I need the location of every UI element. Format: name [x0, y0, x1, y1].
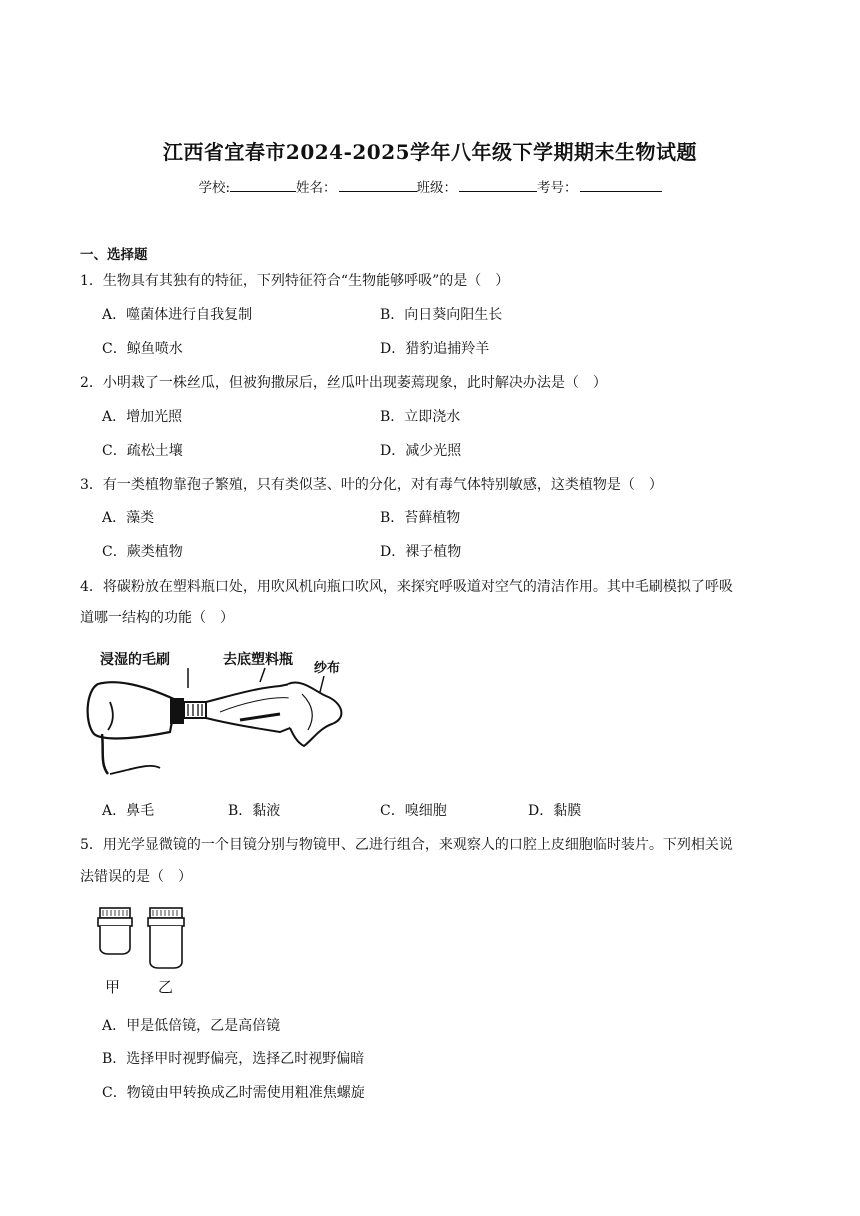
question-2-option-a: A．增加光照	[102, 409, 183, 425]
class-blank	[459, 178, 537, 192]
section-title: 一、选择题	[80, 247, 148, 263]
question-1-option-c: C．鲸鱼喷水	[102, 341, 183, 357]
question-5-stem-line-2: 法错误的是（ ）	[80, 869, 192, 885]
name-label: 姓名：	[296, 180, 337, 196]
objective-lens-yi-icon	[148, 908, 184, 968]
question-4-option-d: D．黏膜	[528, 803, 582, 819]
hair-dryer-icon	[88, 682, 184, 774]
question-1-option-a: A．噬菌体进行自我复制	[102, 307, 253, 323]
gauze-icon	[288, 683, 341, 746]
question-4-stem-line-2: 道哪一结构的功能（ ）	[80, 610, 234, 626]
lens-label-yi: 乙	[158, 978, 174, 996]
school-blank	[230, 178, 296, 192]
figure-label-gauze: 纱布	[314, 661, 341, 676]
question-5-option-c: C．物镜由甲转换成乙时需使用粗准焦螺旋	[102, 1085, 365, 1101]
objective-lens-jia-icon	[98, 908, 132, 954]
question-1-option-b: B．向日葵向阳生长	[380, 307, 503, 323]
figure-label-bottle: 去底塑料瓶	[223, 652, 293, 668]
question-2-option-d: D．减少光照	[380, 443, 462, 459]
page-title: 江西省宜春市2024-2025学年八年级下学期期末生物试题	[162, 140, 698, 164]
leader-line-bottle	[260, 668, 265, 682]
name-blank	[339, 178, 417, 192]
question-4-option-a: A．鼻毛	[102, 803, 155, 819]
hair-dryer-experiment-figure	[80, 642, 370, 782]
question-1-option-d: D．猎豹追捕羚羊	[380, 341, 490, 357]
question-3-option-a: A．藻类	[102, 510, 155, 526]
lens-label-jia: 甲	[105, 978, 121, 996]
plastic-bottle-icon	[184, 684, 298, 732]
question-3-option-d: D．裸子植物	[380, 544, 462, 560]
question-4-option-c: C．嗅细胞	[380, 803, 447, 819]
question-2-stem: 2．小明栽了一株丝瓜，但被狗撒尿后，丝瓜叶出现萎蔫现象，此时解决办法是（ ）	[80, 375, 607, 391]
question-5-option-a: A．甲是低倍镜，乙是高倍镜	[102, 1018, 281, 1034]
question-5-stem-line-1: 5．用光学显微镜的一个目镜分别与物镜甲、乙进行组合，来观察人的口腔上皮细胞临时装片。下列相关说	[80, 837, 733, 853]
exam-no-label: 考号：	[537, 180, 578, 196]
question-2-option-b: B．立即浇水	[380, 409, 461, 425]
student-info-line	[0, 176, 860, 196]
question-2-option-c: C．疏松土壤	[102, 443, 183, 459]
school-label: 学校:	[198, 180, 231, 196]
question-3-option-c: C．蕨类植物	[102, 544, 183, 560]
class-label: 班级：	[416, 180, 458, 196]
exam-no-blank	[580, 178, 662, 192]
question-3-option-b: B．苔藓植物	[380, 510, 461, 526]
figure-label-wet-brush: 浸湿的毛刷	[100, 652, 170, 668]
question-1-stem: 1．生物具有其独有的特征，下列特征符合“生物能够呼吸”的是（ ）	[80, 273, 510, 289]
objective-lens-figure	[92, 904, 202, 1000]
leader-line-gauze	[320, 676, 324, 692]
question-5-option-b: B．选择甲时视野偏亮，选择乙时视野偏暗	[102, 1051, 365, 1067]
question-4-stem-line-1: 4．将碳粉放在塑料瓶口处，用吹风机向瓶口吹风，来探究呼吸道对空气的清洁作用。其中毛刷模拟了呼吸	[80, 579, 733, 595]
question-4-option-b: B．黏液	[228, 803, 281, 819]
question-3-stem: 3．有一类植物靠孢子繁殖，只有类似茎、叶的分化，对有毒气体特别敏感，这类植物是（ ）	[80, 477, 663, 493]
